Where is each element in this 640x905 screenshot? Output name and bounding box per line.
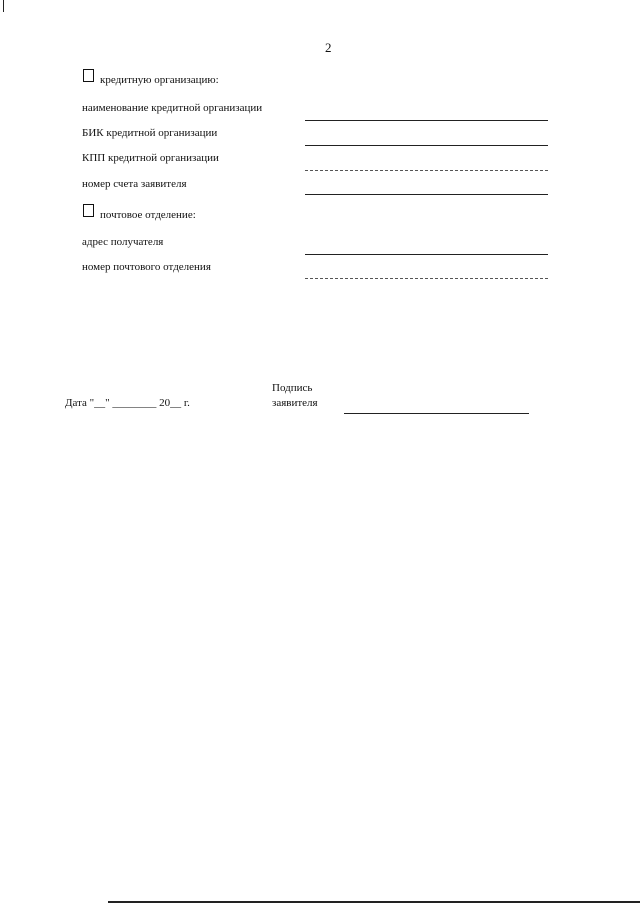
field-label-kpp: КПП кредитной организации — [82, 152, 219, 164]
post-office-heading: почтовое отделение: — [100, 209, 196, 221]
date-field: Дата "__" ________ 20__ г. — [65, 397, 190, 409]
field-label-recipient-address: адрес получателя — [82, 236, 164, 248]
credit-org-heading: кредитную организацию: — [100, 74, 219, 86]
page-number: 2 — [325, 40, 332, 55]
field-line-post-office-number[interactable] — [305, 278, 548, 279]
post-office-checkbox[interactable] — [83, 204, 94, 217]
field-line-bik[interactable] — [305, 145, 548, 146]
field-label-post-office-number: номер почтового отделения — [82, 261, 211, 273]
field-line-kpp[interactable] — [305, 170, 548, 171]
field-label-bik: БИК кредитной организации — [82, 127, 218, 139]
credit-org-checkbox[interactable] — [83, 69, 94, 82]
signature-label-line2: заявителя — [272, 397, 318, 409]
scan-edge-mark — [3, 0, 4, 12]
signature-label-line1: Подпись — [272, 382, 313, 394]
field-line-account-number[interactable] — [305, 194, 548, 195]
field-line-credit-org-name[interactable] — [305, 120, 548, 121]
field-label-credit-org-name: наименование кредитной организации — [82, 102, 263, 114]
bottom-edge-rule — [108, 901, 640, 903]
signature-line[interactable] — [344, 413, 529, 414]
field-label-account-number: номер счета заявителя — [82, 178, 187, 190]
field-line-recipient-address[interactable] — [305, 254, 548, 255]
